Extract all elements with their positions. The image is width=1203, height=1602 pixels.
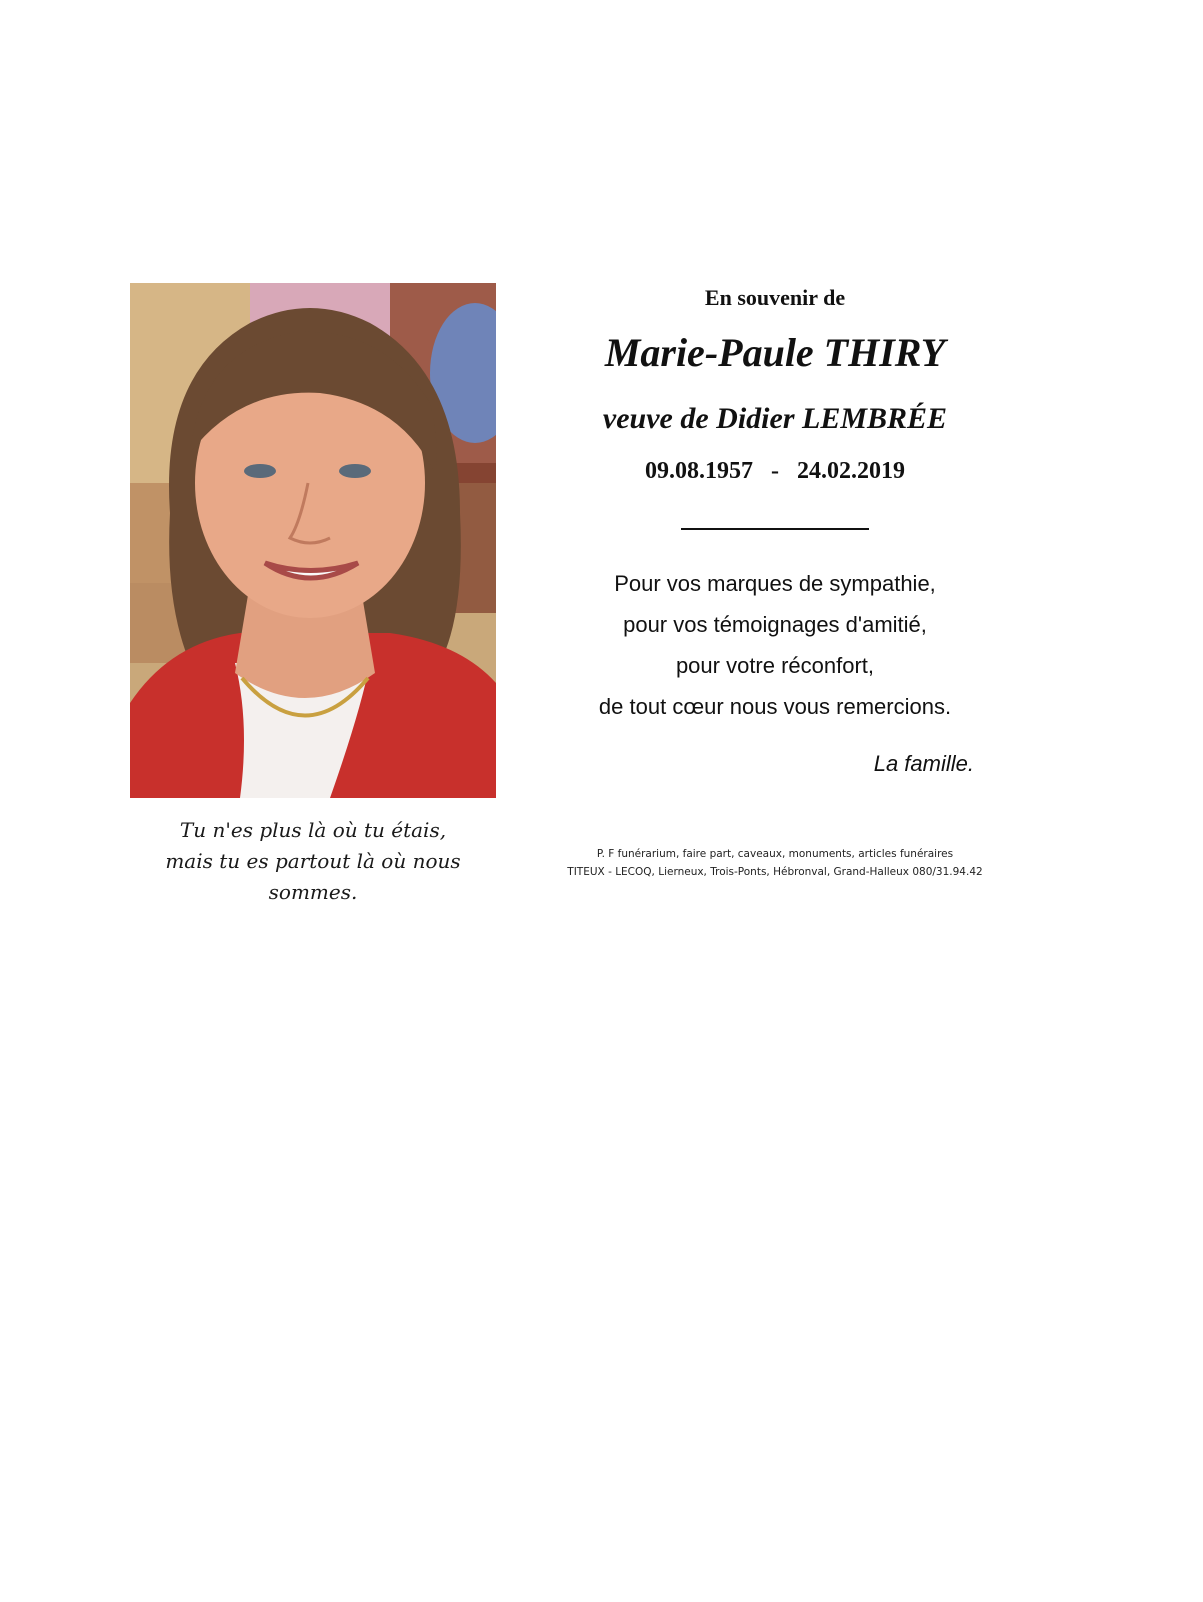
quote-line-2: mais tu es partout là où nous sommes. <box>165 849 461 904</box>
thanks-line: pour votre réconfort, <box>675 653 875 678</box>
thanks-line: pour vos témoignages d'amitié, <box>623 612 927 637</box>
left-eye <box>244 464 276 478</box>
footer-line-2: TITEUX - LECOQ, Lierneux, Trois-Ponts, Hébronval, Grand-Halleux 080/31.94.42 <box>567 866 983 878</box>
portrait-photo <box>130 283 496 798</box>
memorial-quote <box>130 815 496 908</box>
thanks-line: de tout cœur nous vous remercions. <box>598 694 952 719</box>
right-eye <box>339 464 371 478</box>
portrait-illustration <box>130 283 496 798</box>
thanks-line: Pour vos marques de sympathie, <box>614 571 936 596</box>
intro-heading: En souvenir de <box>704 285 846 310</box>
footer-line-1: P. F funérarium, faire part, caveaux, monuments, articles funéraires <box>596 848 954 860</box>
family-signature: La famille. <box>873 751 974 776</box>
divider-line <box>681 528 869 530</box>
widow-of: veuve de Didier LEMBRÉE <box>602 402 948 435</box>
deceased-name: Marie-Paule THIRY <box>604 330 946 375</box>
quote-line-1: Tu n'es plus là où tu étais, <box>179 818 447 842</box>
funeral-home-footer <box>540 845 1010 881</box>
thanks-message <box>560 563 990 727</box>
life-dates: 09.08.1957 - 24.02.2019 <box>645 458 905 484</box>
